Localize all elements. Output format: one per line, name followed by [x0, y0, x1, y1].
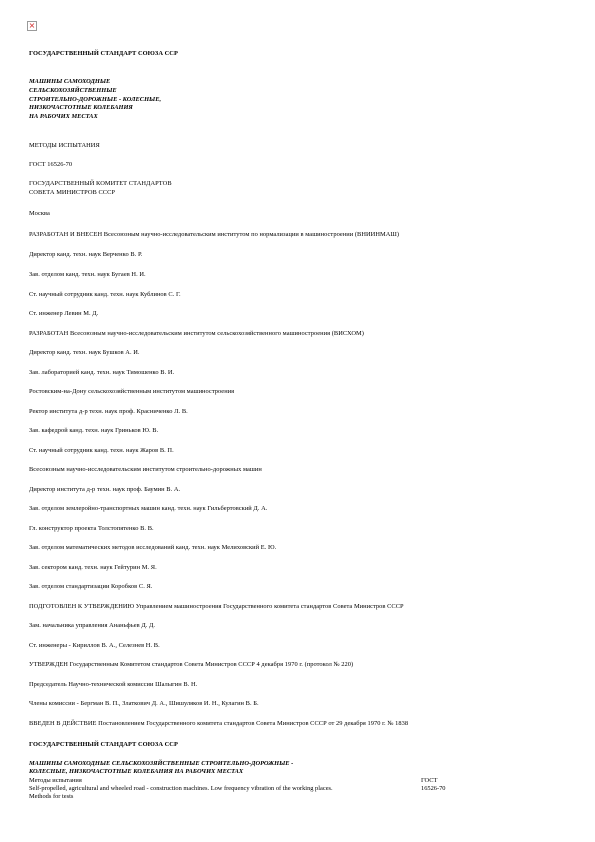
title-line: НА РАБОЧИХ МЕСТАХ	[29, 113, 98, 121]
credit-line: Зав. отделом канд. техн. наук Бугаев Н. И.	[29, 271, 146, 278]
footer-title-line: КОЛЕСНЫЕ, НИЗКОЧАСТОТНЫЕ КОЛЕБАНИЯ НА РАБОЧИХ МЕСТАХ	[29, 768, 244, 776]
title-line: СТРОИТЕЛЬНО-ДОРОЖНЫЕ - КОЛЕСНЫЕ,	[29, 95, 162, 103]
credit-line: Директор канд. техн. наук Бушков А. И.	[29, 349, 140, 356]
standard-title-table	[29, 760, 469, 801]
credit-line: РАЗРАБОТАН И ВНЕСЕН Всесоюзным научно-исследовательским институтом по нормализации в машиностроении (ВНИИНМАШ)	[29, 231, 400, 238]
broken-image-icon: ×	[28, 21, 36, 30]
credit-line: Ректор института д-р техн. наук проф. Красниченко Л. В.	[29, 408, 188, 415]
credit-line: Зам. начальника управления Ананьфьев Д. Д.	[29, 622, 156, 629]
credit-line: ПОДГОТОВЛЕН К УТВЕРЖДЕНИЮ Управлением машиностроения Государственного комитета стандартов Совета Министров СССР	[29, 603, 404, 610]
credit-line: Ст. инженер Левин М. Д.	[29, 310, 99, 317]
footer-row	[29, 793, 469, 801]
credit-line: Зав. лабораторией канд. техн. наук Тимошенко В. И.	[29, 369, 175, 376]
credit-line: Зав. отделом стандартизации Коробков С. Я.	[29, 583, 153, 590]
credit-line: Гл. конструктор проекта Толстопятенко В. В.	[29, 525, 154, 532]
footer-gost-label: ГОСТ	[421, 776, 438, 784]
footer-methods-en: Methods for tests	[29, 792, 74, 800]
credit-line: Директор института д-р техн. наук проф. Баумин В. А.	[29, 486, 181, 493]
footer-methods-ru: Методы испытания	[29, 776, 82, 784]
footer-row	[29, 785, 469, 793]
credit-line: Ростовским-на-Дону сельскохозяйственным институтом машиностроения	[29, 388, 235, 395]
committee-line: СОВЕТА МИНИСТРОВ СССР	[29, 189, 116, 196]
footer-row	[29, 777, 469, 785]
title-line: НИЗКОЧАСТОТНЫЕ КОЛЕБАНИЯ	[29, 104, 133, 112]
credit-line: Зав. кафедрой канд. техн. наук Гриньков Ю. В.	[29, 427, 159, 434]
credit-line: РАЗРАБОТАН Всесоюзным научно-исследовательским институтом сельскохозяйственного машиностроения (ВИСХОМ)	[29, 330, 364, 337]
credit-line: Председатель Научно-технической комиссии Шалыгин В. Н.	[29, 681, 198, 688]
credit-line: Всесоюзным научно-исследовательским институтом строительно-дорожных машин	[29, 466, 262, 473]
credit-line: Зав. сектором канд. техн. наук Гейтурин М. Я.	[29, 564, 157, 571]
state-standard-heading: ГОСУДАРСТВЕННЫЙ СТАНДАРТ СОЮЗА ССР	[29, 50, 178, 57]
credit-line: Ст. научный сотрудник канд. техн. наук Кублинов С. Г.	[29, 291, 181, 298]
credit-line: Зав. отделом математических методов исследований канд. техн. наук Мелиховский Е. Ю.	[29, 544, 277, 551]
gost-code: ГОСТ 16526-70	[29, 161, 73, 168]
committee-line: ГОСУДАРСТВЕННЫЙ КОМИТЕТ СТАНДАРТОВ	[29, 180, 172, 187]
credit-line: Ст. научный сотрудник канд. техн. наук Жаров В. П.	[29, 447, 174, 454]
credit-line: Ст. инженеры - Кириллов В. А., Селезнев Н. В.	[29, 642, 160, 649]
state-standard-heading-bottom: ГОСУДАРСТВЕННЫЙ СТАНДАРТ СОЮЗА ССР	[29, 741, 178, 748]
credit-line: ВВЕДЕН В ДЕЙСТВИЕ Постановлением Государственного комитета стандартов Совета Министров СССР от 29 декабря 1970 г. № 1838	[29, 720, 409, 727]
methods-heading: МЕТОДЫ ИСПЫТАНИЯ	[29, 142, 100, 149]
credit-line: Члены комиссии - Бергман В. П., Златкович Д. А., Шишуляков И. Н., Кулагин В. Б.	[29, 700, 259, 707]
footer-title-line: МАШИНЫ САМОХОДНЫЕ СЕЛЬСКОХОЗЯЙСТВЕННЫЕ СТРОИТЕЛЬНО-ДОРОЖНЫЕ -	[29, 760, 294, 767]
title-line: СЕЛЬСКОХОЗЯЙСТВЕННЫЕ	[29, 86, 117, 94]
footer-english-title: Self-propelled, agricultural and wheeled road - construction machines. Low frequency vibration of the working places.	[29, 784, 333, 792]
credit-line: УТВЕРЖДЕН Государственным Комитетом стандартов Совета Министров СССР 4 декабря 1970 г. (протокол № 220)	[29, 661, 354, 668]
city: Москва	[29, 210, 50, 217]
credit-line: Директор канд. техн. наук Верченко В. Р.	[29, 251, 143, 258]
footer-gost-number: 16526-70	[421, 784, 446, 792]
document-title	[29, 78, 161, 122]
credit-line: Зав. отделом землеройно-транспортных машин канд. техн. наук Гильбертовский Д. А.	[29, 505, 268, 512]
title-line: МАШИНЫ САМОХОДНЫЕ	[29, 78, 111, 85]
